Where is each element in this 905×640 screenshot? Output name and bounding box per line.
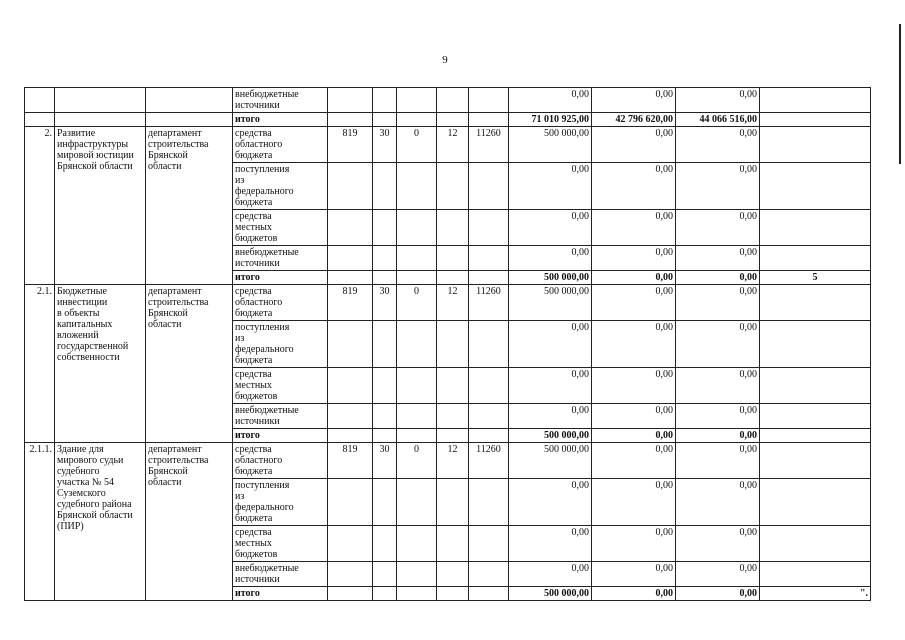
- amount-cell: 0,00: [676, 271, 760, 285]
- amount-cell: 0,00: [509, 210, 592, 246]
- amount-cell: 500 000,00: [509, 285, 592, 321]
- margin-line: [899, 24, 901, 164]
- amount-cell: 0,00: [509, 246, 592, 271]
- budget-table: [24, 87, 871, 601]
- code-cell: 11260: [469, 127, 509, 163]
- code-cell: 0: [397, 443, 437, 479]
- code-cell: 819: [328, 443, 373, 479]
- amount-cell: 500 000,00: [509, 443, 592, 479]
- executor-name: департамент строительства Брянской области: [146, 443, 233, 601]
- amount-cell: 0,00: [592, 127, 676, 163]
- source-label: поступления из федерального бюджета: [233, 163, 328, 210]
- amount-cell: 0,00: [592, 285, 676, 321]
- code-cell: 30: [373, 443, 397, 479]
- code-cell: 0: [397, 127, 437, 163]
- source-label: внебюджетные источники: [233, 88, 328, 113]
- amount-cell: 0,00: [592, 587, 676, 601]
- amount-cell: 0,00: [592, 163, 676, 210]
- section-name: Развитие инфраструктуры мировой юстиции Брянской области: [55, 127, 146, 285]
- code-cell: 819: [328, 127, 373, 163]
- amount-cell: 0,00: [676, 404, 760, 429]
- amount-cell: 0,00: [592, 88, 676, 113]
- amount-cell: 42 796 620,00: [592, 113, 676, 127]
- code-cell: 819: [328, 285, 373, 321]
- amount-cell: 0,00: [676, 321, 760, 368]
- source-label: средства местных бюджетов: [233, 210, 328, 246]
- table-row-total: [25, 113, 871, 127]
- amount-cell: 0,00: [676, 246, 760, 271]
- amount-cell: 500 000,00: [509, 127, 592, 163]
- amount-cell: 500 000,00: [509, 271, 592, 285]
- amount-cell: 0,00: [676, 285, 760, 321]
- table-row: [25, 88, 871, 113]
- source-label: итого: [233, 113, 328, 127]
- source-label: поступления из федерального бюджета: [233, 479, 328, 526]
- code-cell: 12: [437, 443, 469, 479]
- amount-cell: 0,00: [592, 443, 676, 479]
- amount-cell: 0,00: [676, 443, 760, 479]
- amount-cell: 0,00: [592, 429, 676, 443]
- amount-cell: 0,00: [509, 479, 592, 526]
- code-cell: 11260: [469, 443, 509, 479]
- amount-cell: 0,00: [509, 88, 592, 113]
- executor-name: департамент строительства Брянской области: [146, 285, 233, 443]
- amount-cell: 0,00: [592, 271, 676, 285]
- amount-cell: 0,00: [592, 526, 676, 562]
- source-label: итого: [233, 429, 328, 443]
- source-label: средства областного бюджета: [233, 127, 328, 163]
- code-cell: 0: [397, 285, 437, 321]
- amount-cell: 0,00: [592, 368, 676, 404]
- source-label: средства местных бюджетов: [233, 526, 328, 562]
- amount-cell: 0,00: [676, 479, 760, 526]
- amount-cell: 44 066 516,00: [676, 113, 760, 127]
- source-label: итого: [233, 587, 328, 601]
- code-cell: 12: [437, 285, 469, 321]
- amount-cell: 0,00: [676, 587, 760, 601]
- amount-cell: 0,00: [509, 562, 592, 587]
- executor-name: департамент строительства Брянской области: [146, 127, 233, 285]
- row-index: 2.1.: [25, 285, 55, 443]
- code-cell: 11260: [469, 285, 509, 321]
- amount-cell: 0,00: [509, 404, 592, 429]
- table-row: [25, 443, 871, 479]
- amount-cell: 0,00: [676, 163, 760, 210]
- extra-cell: 5: [760, 271, 871, 285]
- amount-cell: 0,00: [592, 210, 676, 246]
- amount-cell: 0,00: [592, 562, 676, 587]
- source-label: средства областного бюджета: [233, 443, 328, 479]
- closing-quote: ".: [760, 587, 871, 601]
- amount-cell: 0,00: [592, 404, 676, 429]
- source-label: внебюджетные источники: [233, 404, 328, 429]
- amount-cell: 0,00: [509, 321, 592, 368]
- table-row: [25, 285, 871, 321]
- amount-cell: 0,00: [676, 526, 760, 562]
- page-number: 9: [442, 54, 448, 66]
- code-cell: 12: [437, 127, 469, 163]
- code-cell: 30: [373, 127, 397, 163]
- section-name: Бюджетные инвестиции в объекты капитальных вложений государственной собственности: [55, 285, 146, 443]
- source-label: внебюджетные источники: [233, 246, 328, 271]
- section-name: Здание для мирового судьи судебного участка № 54 Суземского судебного района Брянской области (ПИР): [55, 443, 146, 601]
- amount-cell: 0,00: [676, 88, 760, 113]
- amount-cell: 0,00: [676, 429, 760, 443]
- source-label: средства местных бюджетов: [233, 368, 328, 404]
- table-row: [25, 127, 871, 163]
- amount-cell: 0,00: [592, 246, 676, 271]
- row-index: 2.: [25, 127, 55, 285]
- amount-cell: 0,00: [676, 562, 760, 587]
- source-label: поступления из федерального бюджета: [233, 321, 328, 368]
- amount-cell: 500 000,00: [509, 429, 592, 443]
- source-label: внебюджетные источники: [233, 562, 328, 587]
- amount-cell: 0,00: [509, 526, 592, 562]
- amount-cell: 0,00: [592, 321, 676, 368]
- source-label: итого: [233, 271, 328, 285]
- amount-cell: 0,00: [592, 479, 676, 526]
- amount-cell: 0,00: [509, 163, 592, 210]
- row-index: 2.1.1.: [25, 443, 55, 601]
- amount-cell: 71 010 925,00: [509, 113, 592, 127]
- code-cell: 30: [373, 285, 397, 321]
- source-label: средства областного бюджета: [233, 285, 328, 321]
- amount-cell: 0,00: [676, 368, 760, 404]
- amount-cell: 500 000,00: [509, 587, 592, 601]
- amount-cell: 0,00: [676, 210, 760, 246]
- amount-cell: 0,00: [676, 127, 760, 163]
- amount-cell: 0,00: [509, 368, 592, 404]
